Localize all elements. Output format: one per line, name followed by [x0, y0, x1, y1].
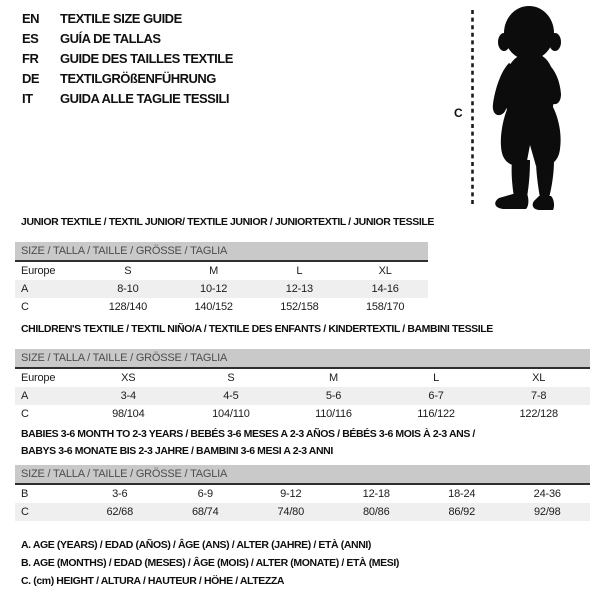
language-code: ES	[22, 30, 39, 46]
size-value-cell: 140/152	[194, 301, 233, 313]
size-value-cell: M	[329, 372, 338, 384]
footnote-b: B. AGE (MONTHS) / EDAD (MESES) / ÂGE (MOIS) / ALTER (MONATE) / ETÀ (MESI)	[21, 557, 399, 569]
size-value-cell: 128/140	[108, 301, 148, 313]
measurement-legend	[21, 536, 399, 590]
size-value-cell: 62/68	[77, 503, 163, 521]
babies-table-title-line2: BABYS 3-6 MONATE BIS 2-3 JAHRE / BAMBINI 3-6 MESI A 2-3 ANNI	[21, 445, 333, 457]
guide-title: GUIDE DES TAILLES TEXTILE	[60, 50, 233, 66]
row-label: C	[21, 408, 29, 420]
measure-label-c: C	[454, 106, 463, 120]
row-label: Europe	[21, 372, 56, 384]
list-item	[22, 48, 233, 68]
size-value-cell: 4-5	[180, 387, 283, 405]
table-title-wrap	[15, 216, 434, 229]
size-value-cell: 104/110	[212, 408, 250, 420]
size-header-row	[15, 242, 428, 261]
babies-size-table	[15, 465, 590, 521]
footnote-c: C. (cm) HEIGHT / ALTURA / HAUTEUR / HÖHE / ALTEZZA	[21, 575, 285, 587]
table-title-wrap	[15, 426, 590, 460]
row-label: C	[21, 301, 29, 313]
size-value-cell: 24-36	[533, 488, 561, 500]
size-value-cell: L	[433, 372, 440, 384]
childrens-size-table	[15, 349, 590, 423]
size-value-cell: 122/128	[519, 408, 558, 420]
size-value-cell: XL	[532, 372, 546, 384]
language-title-list	[22, 8, 233, 108]
size-value-cell: 5-6	[282, 387, 385, 405]
size-value-cell: 3-6	[112, 488, 128, 500]
babies-textile-section	[15, 426, 590, 521]
childrens-textile-section	[15, 323, 590, 423]
size-header-row	[15, 465, 590, 484]
size-value-cell: 152/158	[280, 301, 319, 313]
size-value-cell: M	[209, 265, 219, 277]
list-item	[22, 88, 233, 108]
size-value-cell: 68/74	[163, 503, 249, 521]
size-value-cell: 80/86	[334, 503, 420, 521]
row-label: A	[15, 387, 77, 405]
size-value-cell: 98/104	[112, 408, 145, 420]
list-item	[22, 28, 233, 48]
size-value-cell: 116/122	[417, 408, 455, 420]
table-row	[15, 280, 428, 298]
size-value-cell: 6-9	[197, 488, 213, 500]
guide-title: GUÍA DE TALLAS	[60, 30, 161, 46]
footnote-a: A. AGE (YEARS) / EDAD (AÑOS) / ÂGE (ANS) / ALTER (JAHRE) / ETÀ (ANNI)	[21, 539, 372, 551]
size-value-cell: 86/92	[419, 503, 505, 521]
babies-table-title-line1: BABIES 3-6 MONTH TO 2-3 YEARS / BEBÉS 3-6 MESES A 2-3 AÑOS / BÉBÉS 3-6 MOIS À 2-3 ANS /	[21, 428, 475, 440]
table-title-wrap	[15, 323, 590, 336]
guide-title: TEXTILGRÖßENFÜHRUNG	[60, 70, 216, 86]
table-row	[15, 484, 590, 503]
size-value-cell: S	[124, 265, 132, 277]
size-value-cell: 8-10	[85, 280, 171, 298]
row-label: A	[15, 280, 85, 298]
size-value-cell: 14-16	[342, 280, 428, 298]
size-value-cell: 158/170	[365, 301, 405, 313]
list-item	[22, 68, 233, 88]
size-value-cell: 10-12	[171, 280, 257, 298]
table-row	[15, 405, 590, 423]
row-label: Europe	[21, 265, 56, 277]
size-value-cell: 92/98	[505, 503, 591, 521]
size-value-cell: 74/80	[248, 503, 334, 521]
row-label: C	[15, 503, 77, 521]
height-measure-dashed-line	[470, 10, 475, 212]
table-row	[15, 298, 428, 316]
size-value-cell: 3-4	[77, 387, 180, 405]
size-value-cell: L	[296, 265, 303, 277]
size-header-label: SIZE / TALLA / TAILLE / GRÖSSE / TAGLIA	[15, 242, 428, 261]
size-value-cell: 12-18	[362, 488, 390, 500]
junior-table-title: JUNIOR TEXTILE / TEXTIL JUNIOR/ TEXTILE JUNIOR / JUNIORTEXTIL / JUNIOR TESSILE	[21, 216, 434, 228]
guide-title: GUIDA ALLE TAGLIE TESSILI	[60, 90, 230, 106]
size-value-cell: 6-7	[385, 387, 488, 405]
size-value-cell: 7-8	[487, 387, 590, 405]
junior-textile-section	[15, 216, 434, 316]
table-row	[15, 368, 590, 387]
size-header-label: SIZE / TALLA / TAILLE / GRÖSSE / TAGLIA	[15, 349, 590, 368]
baby-silhouette-icon	[481, 5, 577, 216]
size-header-label: SIZE / TALLA / TAILLE / GRÖSSE / TAGLIA	[15, 465, 590, 484]
language-code: DE	[22, 70, 40, 86]
table-row	[15, 387, 590, 405]
row-label: B	[21, 488, 29, 500]
size-value-cell: S	[227, 372, 235, 384]
table-row	[15, 261, 428, 280]
size-value-cell: XS	[121, 372, 136, 384]
language-code: IT	[22, 90, 33, 106]
guide-title: TEXTILE SIZE GUIDE	[60, 10, 182, 26]
list-item	[22, 8, 233, 28]
table-row	[15, 503, 590, 521]
language-code: EN	[22, 10, 40, 26]
size-value-cell: 110/116	[315, 408, 352, 420]
size-header-row	[15, 349, 590, 368]
size-value-cell: 9-12	[280, 488, 302, 500]
size-value-cell: XL	[378, 265, 392, 277]
childrens-table-title: CHILDREN'S TEXTILE / TEXTIL NIÑO/A / TEXTILE DES ENFANTS / KINDERTEXTIL / BAMBINI TESSILE	[21, 323, 493, 335]
size-value-cell: 18-24	[448, 488, 476, 500]
size-value-cell: 12-13	[257, 280, 343, 298]
language-code: FR	[22, 50, 39, 66]
junior-size-table	[15, 242, 428, 316]
